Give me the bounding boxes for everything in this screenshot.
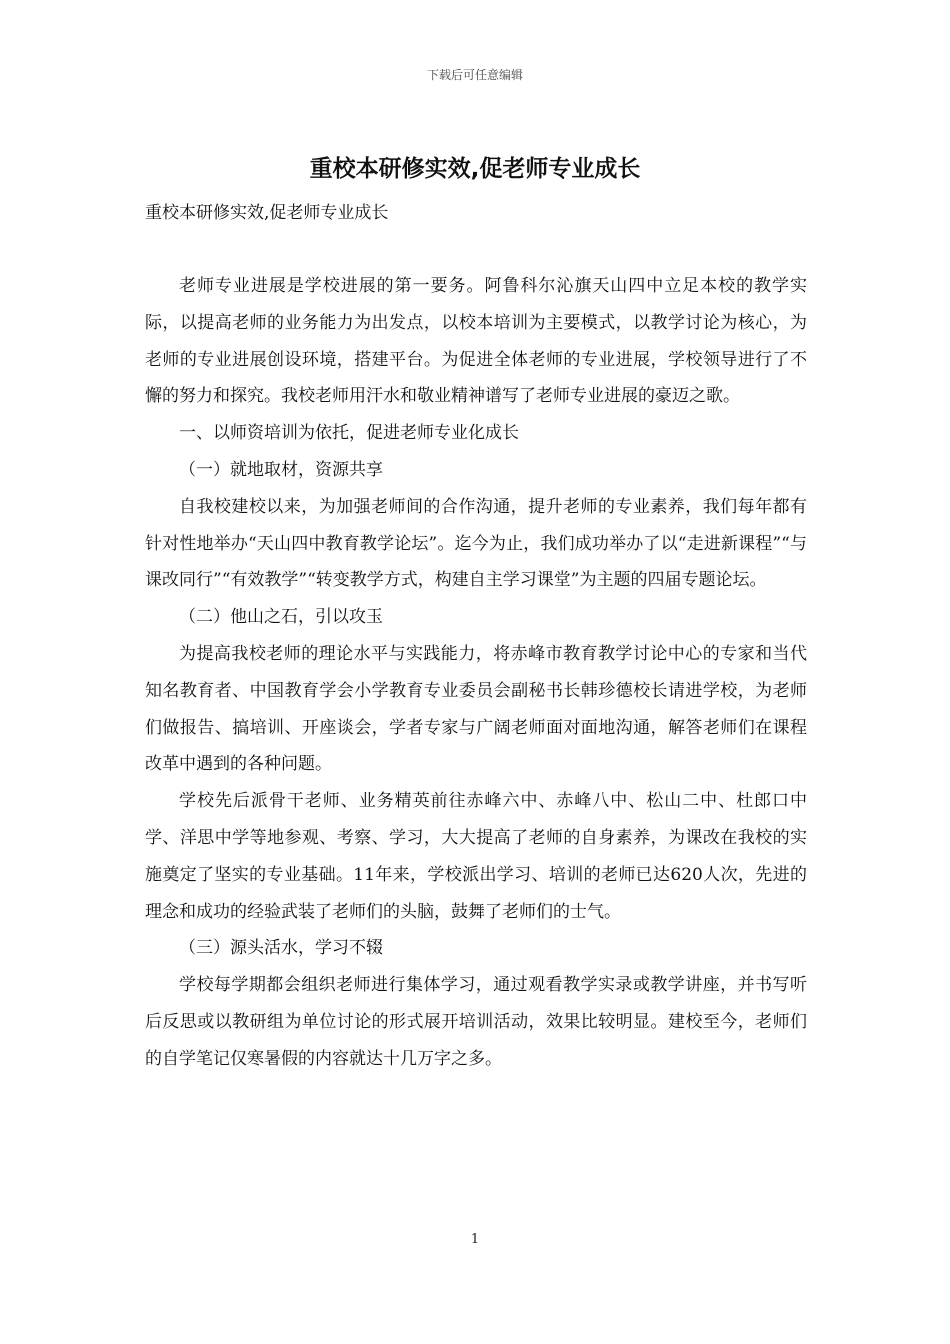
header-note: 下载后可任意编辑	[426, 68, 523, 82]
paragraph-forum: 自我校建校以来，为加强老师间的合作沟通，提升老师的专业素养，我们每年都有针对性地举办“天山四中教育教学论坛”。迄今为止，我们成功举办了以“走进新课程”“与课改同行”“有效教学”“转变教学方式，构建自主学习课堂”为主题的四届专题论坛。	[145, 496, 807, 591]
paragraph-visits: 学校先后派骨干老师、业务精英前往赤峰六中、赤峰八中、松山二中、杜郎口中学、洋思中学等地参观、考察、学习，大大提高了老师的自身素养，为课改在我校的实施奠定了坚实的专业基础。11年来，学校派出学习、培训的老师已达620人次，先进的理念和成功的经验武装了老师们的头脑，鼓舞了老师们的士气。	[145, 791, 807, 922]
document-subtitle: 重校本研修实效,促老师专业成长	[145, 203, 389, 223]
document-body	[145, 268, 807, 1078]
paragraph-intro: 老师专业进展是学校进展的第一要务。阿鲁科尔沁旗天山四中立足本校的教学实际，以提高老师的业务能力为出发点，以校本培训为主要模式，以教学讨论为核心，为老师的专业进展创设环境，搭建平台。为促进全体老师的专业进展，学校领导进行了不懈的努力和探究。我校老师用汗水和敬业精神谱写了老师专业进展的豪迈之歌。	[145, 276, 807, 407]
document-title: 重校本研修实效,促老师专业成长	[309, 156, 641, 182]
paragraph-study: 学校每学期都会组织老师进行集体学习，通过观看教学实录或教学讲座，并书写听后反思或以教研组为单位讨论的形式展开培训活动，效果比较明显。建校至今，老师们的自学笔记仅寒暑假的内容就达十几万字之多。	[145, 975, 807, 1069]
subsection-heading-2: （二）他山之石，引以攻玉	[179, 607, 383, 628]
page-number: 1	[470, 1232, 480, 1247]
paragraph-experts: 为提高我校老师的理论水平与实践能力，将赤峰市教育教学讨论中心的专家和当代知名教育者、中国教育学会小学教育专业委员会副秘书长韩珍德校长请进学校，为老师们做报告、搞培训、开座谈会，学者专家与广阔老师面对面地沟通，解答老师们在课程改革中遇到的各种问题。	[145, 643, 807, 775]
section-heading-1: 一、以师资培训为依托，促进老师专业化成长	[179, 423, 519, 444]
subsection-heading-1: （一）就地取材，资源共享	[179, 459, 383, 480]
subsection-heading-3: （三）源头活水，学习不辍	[179, 938, 383, 959]
